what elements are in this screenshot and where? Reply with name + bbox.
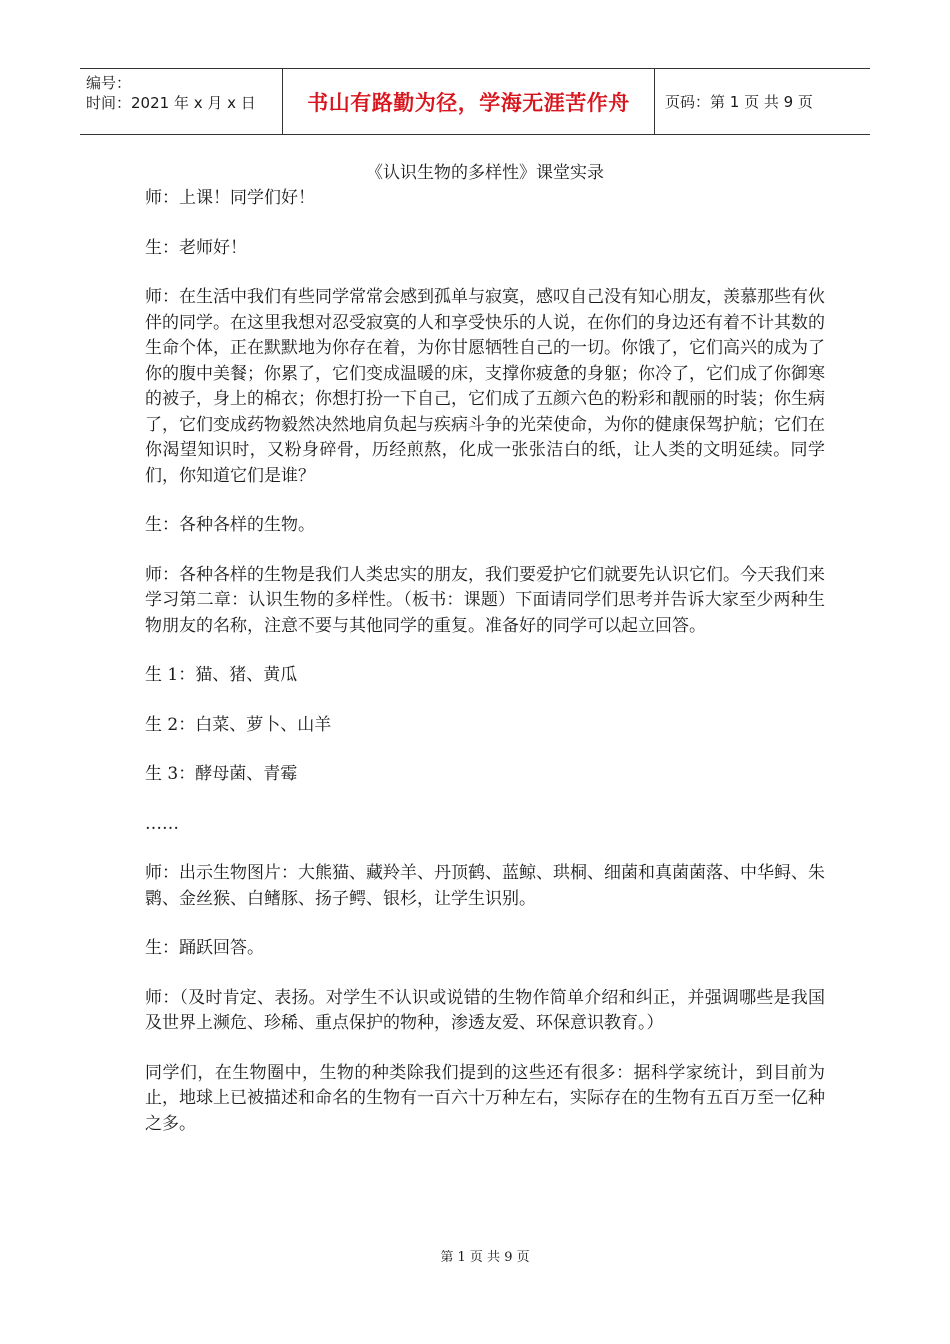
header-table xyxy=(80,68,870,135)
paragraph: 生 2：白菜、萝卜、山羊 xyxy=(145,714,332,735)
document-number-label: 编号： xyxy=(86,74,132,92)
document-body xyxy=(145,186,825,1161)
header-page-cell xyxy=(655,69,870,134)
paragraph: 师：上课！同学们好！ xyxy=(145,188,315,208)
paragraph: 师：出示生物图片：大熊猫、藏羚羊、丹顶鹤、蓝鲸、珙桐、细菌和真菌菌落、中华鲟、朱鹮、金丝猴、白鳍豚、扬子鳄、银杉，让学生识别。 xyxy=(145,863,825,909)
paragraph: 师：（及时肯定、表扬。对学生不认识或说错的生物作简单介绍和纠正，并强调哪些是我国及世界上濒危、珍稀、重点保护的物种，渗透友爱、环保意识教育。） xyxy=(145,987,825,1033)
header-meta-cell xyxy=(80,69,282,134)
document-time-label: 时间：2021 年 x 月 x 日 xyxy=(86,94,256,112)
paragraph: 生 3：酵母菌、青霉 xyxy=(145,764,298,784)
paragraph: 师：在生活中我们有些同学常常会感到孤单与寂寞，感叹自己没有知心朋友，羡慕那些有伙伴的同学。在这里我想对忍受寂寞的人和享受快乐的人说，在你们的身边还有着不计其数的生命个体，正在默默地为你存在着，为你甘愿牺牲自己的一切。你饿了，它们高兴的成为了你的腹中美餐；你累了，它们变成温暖的床，支撑你疲惫的身躯；你冷了，它们成了你御寒的被子，身上的棉衣；你想打扮一下自己，它们成了五颜六色的粉彩和靓丽的时装；你生病了，它们变成药物毅然决然地肩负起与疾病斗争的光荣使命，为你的健康保驾护航；它们在你渴望知识时，又粉身碎骨，历经煎熬，化成一张张洁白的纸，让人类的文明延续。同学们，你知道它们是谁？ xyxy=(145,287,825,486)
page-footer: 第 1 页 共 9 页 xyxy=(440,1250,530,1265)
paragraph: 同学们，在生物圈中，生物的种类除我们提到的这些还有很多：据科学家统计，到目前为止，地球上已被描述和命名的生物有一百六十万种左右，实际存在的生物有五百万至一亿种之多。 xyxy=(145,1062,825,1134)
paragraph: …… xyxy=(145,813,179,834)
header-motto: 书山有路勤为径，学海无涯苦作舟 xyxy=(307,90,630,115)
header-page-info: 页码：第 1 页 共 9 页 xyxy=(665,93,813,111)
paragraph: 生：老师好！ xyxy=(145,237,247,258)
paragraph: 生 1：猫、猪、黄瓜 xyxy=(145,665,298,685)
header-motto-cell xyxy=(282,69,655,134)
paragraph: 生：各种各样的生物。 xyxy=(145,515,315,535)
document-title: 《认识生物的多样性》课堂实录 xyxy=(366,163,604,183)
paragraph: 师：各种各样的生物是我们人类忠实的朋友，我们要爱护它们就要先认识它们。今天我们来学习第二章：认识生物的多样性。（板书：课题）下面请同学们思考并告诉大家至少两种生物朋友的名称，注意不要与其他同学的重复。准备好的同学可以起立回答。 xyxy=(145,564,825,636)
paragraph: 生：踊跃回答。 xyxy=(145,938,264,958)
